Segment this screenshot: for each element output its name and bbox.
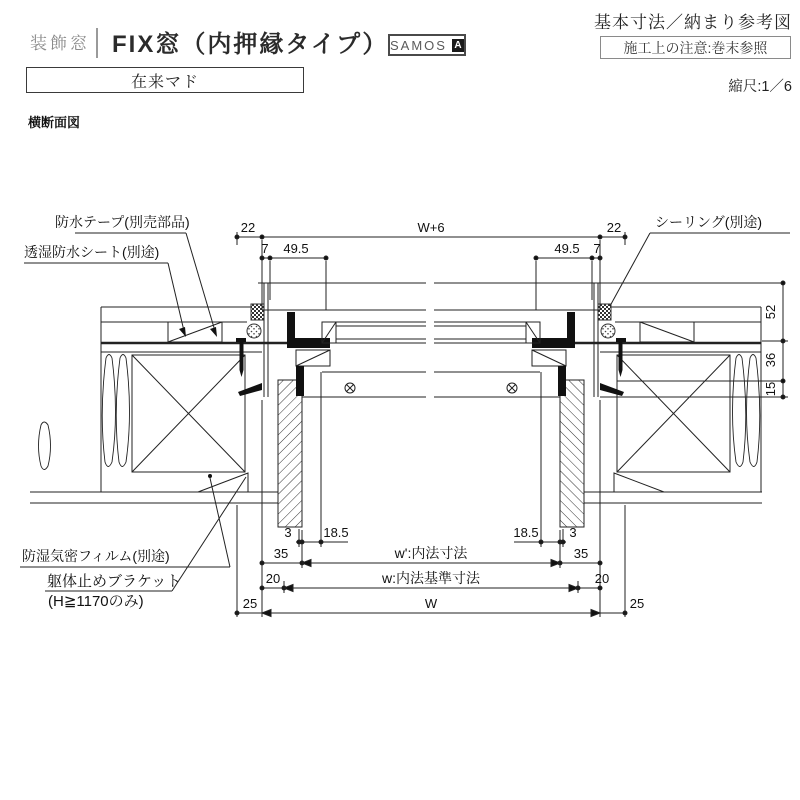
category-label: 装飾窓 [30,34,90,53]
right-wall-assembly [526,283,761,527]
dim-right-3: 3 [569,525,577,540]
frame-bracket-label: 躯体止めブラケット [47,573,182,590]
frame-bracket-condition-label: (H≧1170のみ) [48,593,144,610]
dim-right-35: 35 [573,546,589,561]
dim-overall-w: W [424,596,438,611]
glass-unit [336,322,526,343]
waterproof-tape-label: 防水テープ(別売部品) [55,214,190,230]
dim-right-20: 20 [594,571,610,586]
bead-screw-right [507,383,517,393]
dim-left-25: 25 [242,596,258,611]
dim-right-18-5: 18.5 [513,525,539,540]
dim-right-7: 7 [593,241,601,256]
dim-base-width: w:内法基準寸法 [382,570,480,586]
dim-right-25: 25 [629,596,645,611]
brand-series-mark: A [452,39,464,52]
view-label: 横断面図 [28,115,81,130]
dim-inner-width: w':内法寸法 [394,545,468,561]
dim-top-w6: W+6 [417,220,445,235]
left-wall-assembly [101,283,336,527]
window-system-box: 在来マド [26,67,304,93]
dim-left-35: 35 [273,546,289,561]
dim-left-3: 3 [284,525,292,540]
moisture-sheet-label: 透湿防水シート(別途) [24,244,160,260]
dim-v-15: 15 [763,381,778,397]
brand-name: SAMOS [390,37,447,53]
construction-note-box: 施工上の注意:巻末参照 [600,36,791,59]
dim-top-right-22: 22 [606,220,622,235]
dim-left-20: 20 [265,571,281,586]
sealing-label: シーリング(別途) [655,214,763,230]
scale-label: 縮尺:1／6 [728,79,792,95]
dim-v-52: 52 [763,304,778,320]
bead-screw-left [345,383,355,393]
insulation-batt-edge [39,422,51,470]
vapor-barrier-film-label: 防湿気密フィルム(別途) [22,548,170,564]
dim-left-7: 7 [261,241,269,256]
doc-title: 基本寸法／納まり参考図 [594,13,792,32]
wall-extras [30,381,783,503]
dim-left-18-5: 18.5 [323,525,349,540]
window-frame [258,283,783,397]
dim-left-49-5: 49.5 [283,241,309,256]
dim-top-left-22: 22 [240,220,256,235]
page-title: FIX窓（内押縁タイプ） [112,31,389,58]
dim-v-36: 36 [763,352,778,368]
dim-right-49-5: 49.5 [554,241,580,256]
leader-dot [208,474,212,478]
dimension-lines [235,232,788,617]
